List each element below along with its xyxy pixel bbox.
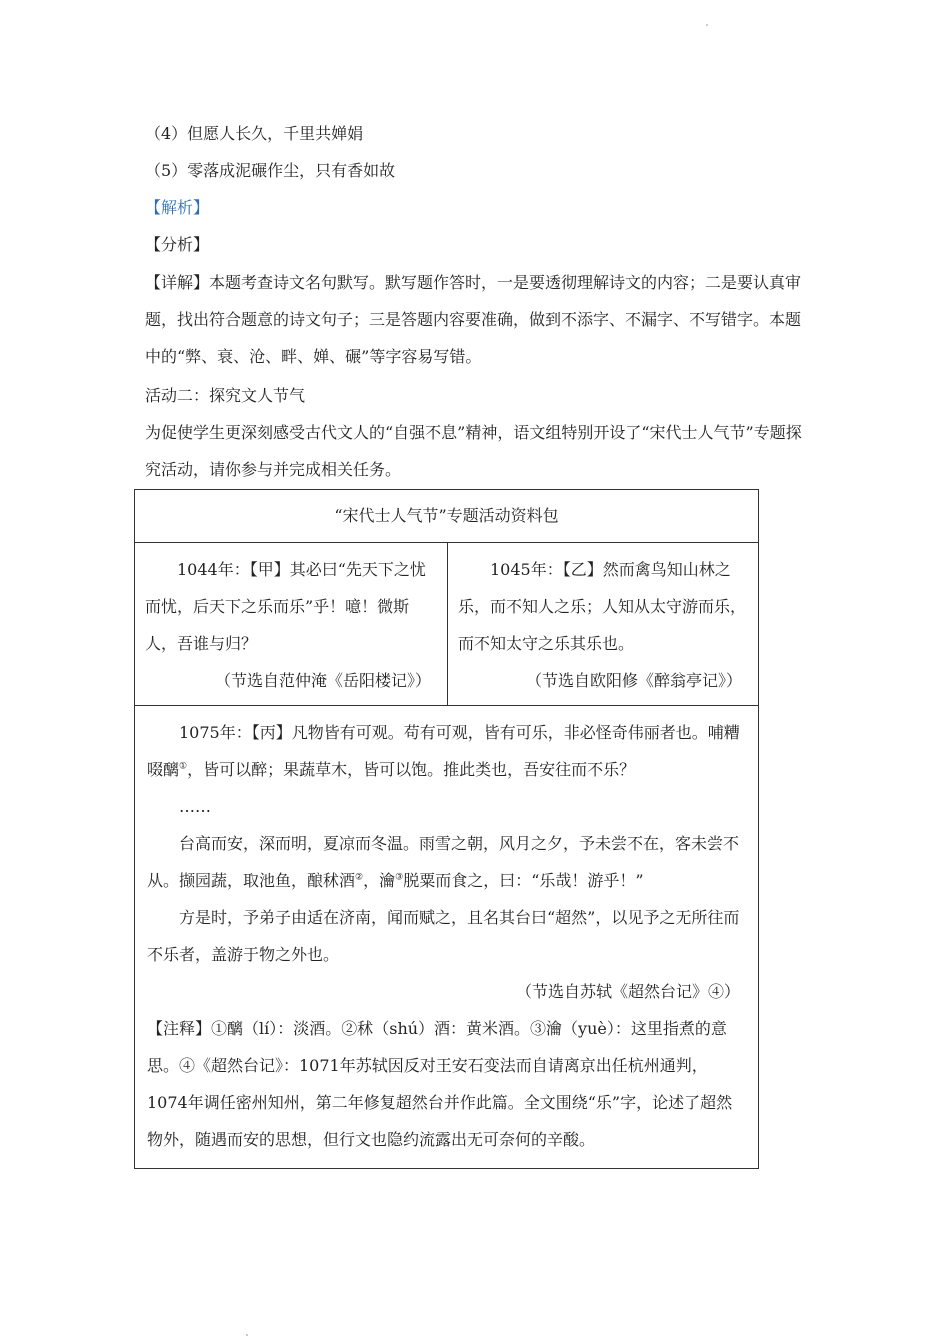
fenxi-heading: 【分析】 xyxy=(145,235,210,254)
excerpt-bing xyxy=(135,706,759,1169)
note-mark-3: ③ xyxy=(395,872,404,883)
note-mark-2: ② xyxy=(355,872,364,883)
excerpt-yi-source: （节选自欧阳修《醉翁亭记》） xyxy=(525,671,742,690)
bing-source: （节选自苏轼《超然台记》④） xyxy=(515,982,740,1001)
activity-heading: 活动二：探究文人节气 xyxy=(145,386,306,405)
excerpt-yi-text: 1045年：【乙】然而禽鸟知山林之乐，而不知人之乐；人知从太守游而乐，而不知太守之乐其乐也。 xyxy=(458,560,747,653)
activity-intro: 为促使学生更深刻感受古代文人的“自强不息”精神，语文组特别开设了“宋代士人气节”专题探究活动，请你参与并完成相关任务。 xyxy=(145,423,802,479)
excerpt-jia xyxy=(135,543,448,706)
bing-ellipsis: …… xyxy=(179,797,211,816)
bing-p2a: 台高而安，深而明，夏凉而冬温。雨雪之朝，风月之夕，予未尝不在，客未尝不从。撷园蔬，取池鱼，酿秫酒 xyxy=(147,834,740,890)
excerpt-jia-source: （节选自范仲淹《岳阳楼记》） xyxy=(214,671,431,690)
note-mark-1: ① xyxy=(179,761,188,772)
bing-paragraph-1 xyxy=(147,714,746,788)
excerpt-yi xyxy=(448,543,759,706)
corner-dot xyxy=(706,24,708,26)
bing-p1b: ，皆可以醉；果蔬草木，皆可以饱。推此类也，吾安往而不乐？ xyxy=(187,760,636,779)
bing-p1a: 1075年：【丙】凡物皆有可观。苟有可观，皆有可乐，非必怪奇伟丽者也。哺糟啜醨 xyxy=(147,723,740,779)
box-title: “宋代士人气节”专题活动资料包 xyxy=(135,490,759,543)
notes: 【注释】①醨（lí）：淡酒。②秫（shú）酒：黄米酒。③瀹（yuè）：这里指煮的意思。④《超然台记》：1071年苏轼因反对王安石变法而自请离京出任杭州通判，1074年调任密州知州，第二年修复超然台并作此篇。全文围绕“乐”字，论述了超然物外，随遇而安的思想，但行文也隐约流露出无可奈何的辛酸。 xyxy=(147,1019,733,1149)
material-box xyxy=(134,489,759,1169)
jiexi-heading: 【解析】 xyxy=(145,198,210,217)
bing-p2b: ，瀹 xyxy=(363,871,396,890)
bing-paragraph-2 xyxy=(147,825,746,899)
bottom-dot xyxy=(246,1334,248,1336)
detail-paragraph: 【详解】本题考查诗文名句默写。默写题作答时，一是要透彻理解诗文的内容；二是要认真审题，找出符合题意的诗文句子；三是答题内容要准确，做到不添字、不漏字、不写错字。本题中的“弊、衰、沧、畔、婵、碾”等字容易写错。 xyxy=(145,273,802,366)
answer-5: （5）零落成泥碾作尘，只有香如故 xyxy=(145,161,396,180)
answer-4: （4）但愿人长久，千里共婵娟 xyxy=(145,124,364,143)
bing-paragraph-3: 方是时，予弟子由适在济南，闻而赋之，且名其台曰“超然”，以见予之无所往而不乐者，盖游于物之外也。 xyxy=(147,908,740,964)
excerpt-jia-text: 1044年：【甲】其必曰“先天下之忧而忧，后天下之乐而乐”乎！噫！微斯人，吾谁与归？ xyxy=(145,560,426,653)
bing-p2c: 脱粟而食之，曰：“乐哉！游乎！” xyxy=(403,871,644,890)
